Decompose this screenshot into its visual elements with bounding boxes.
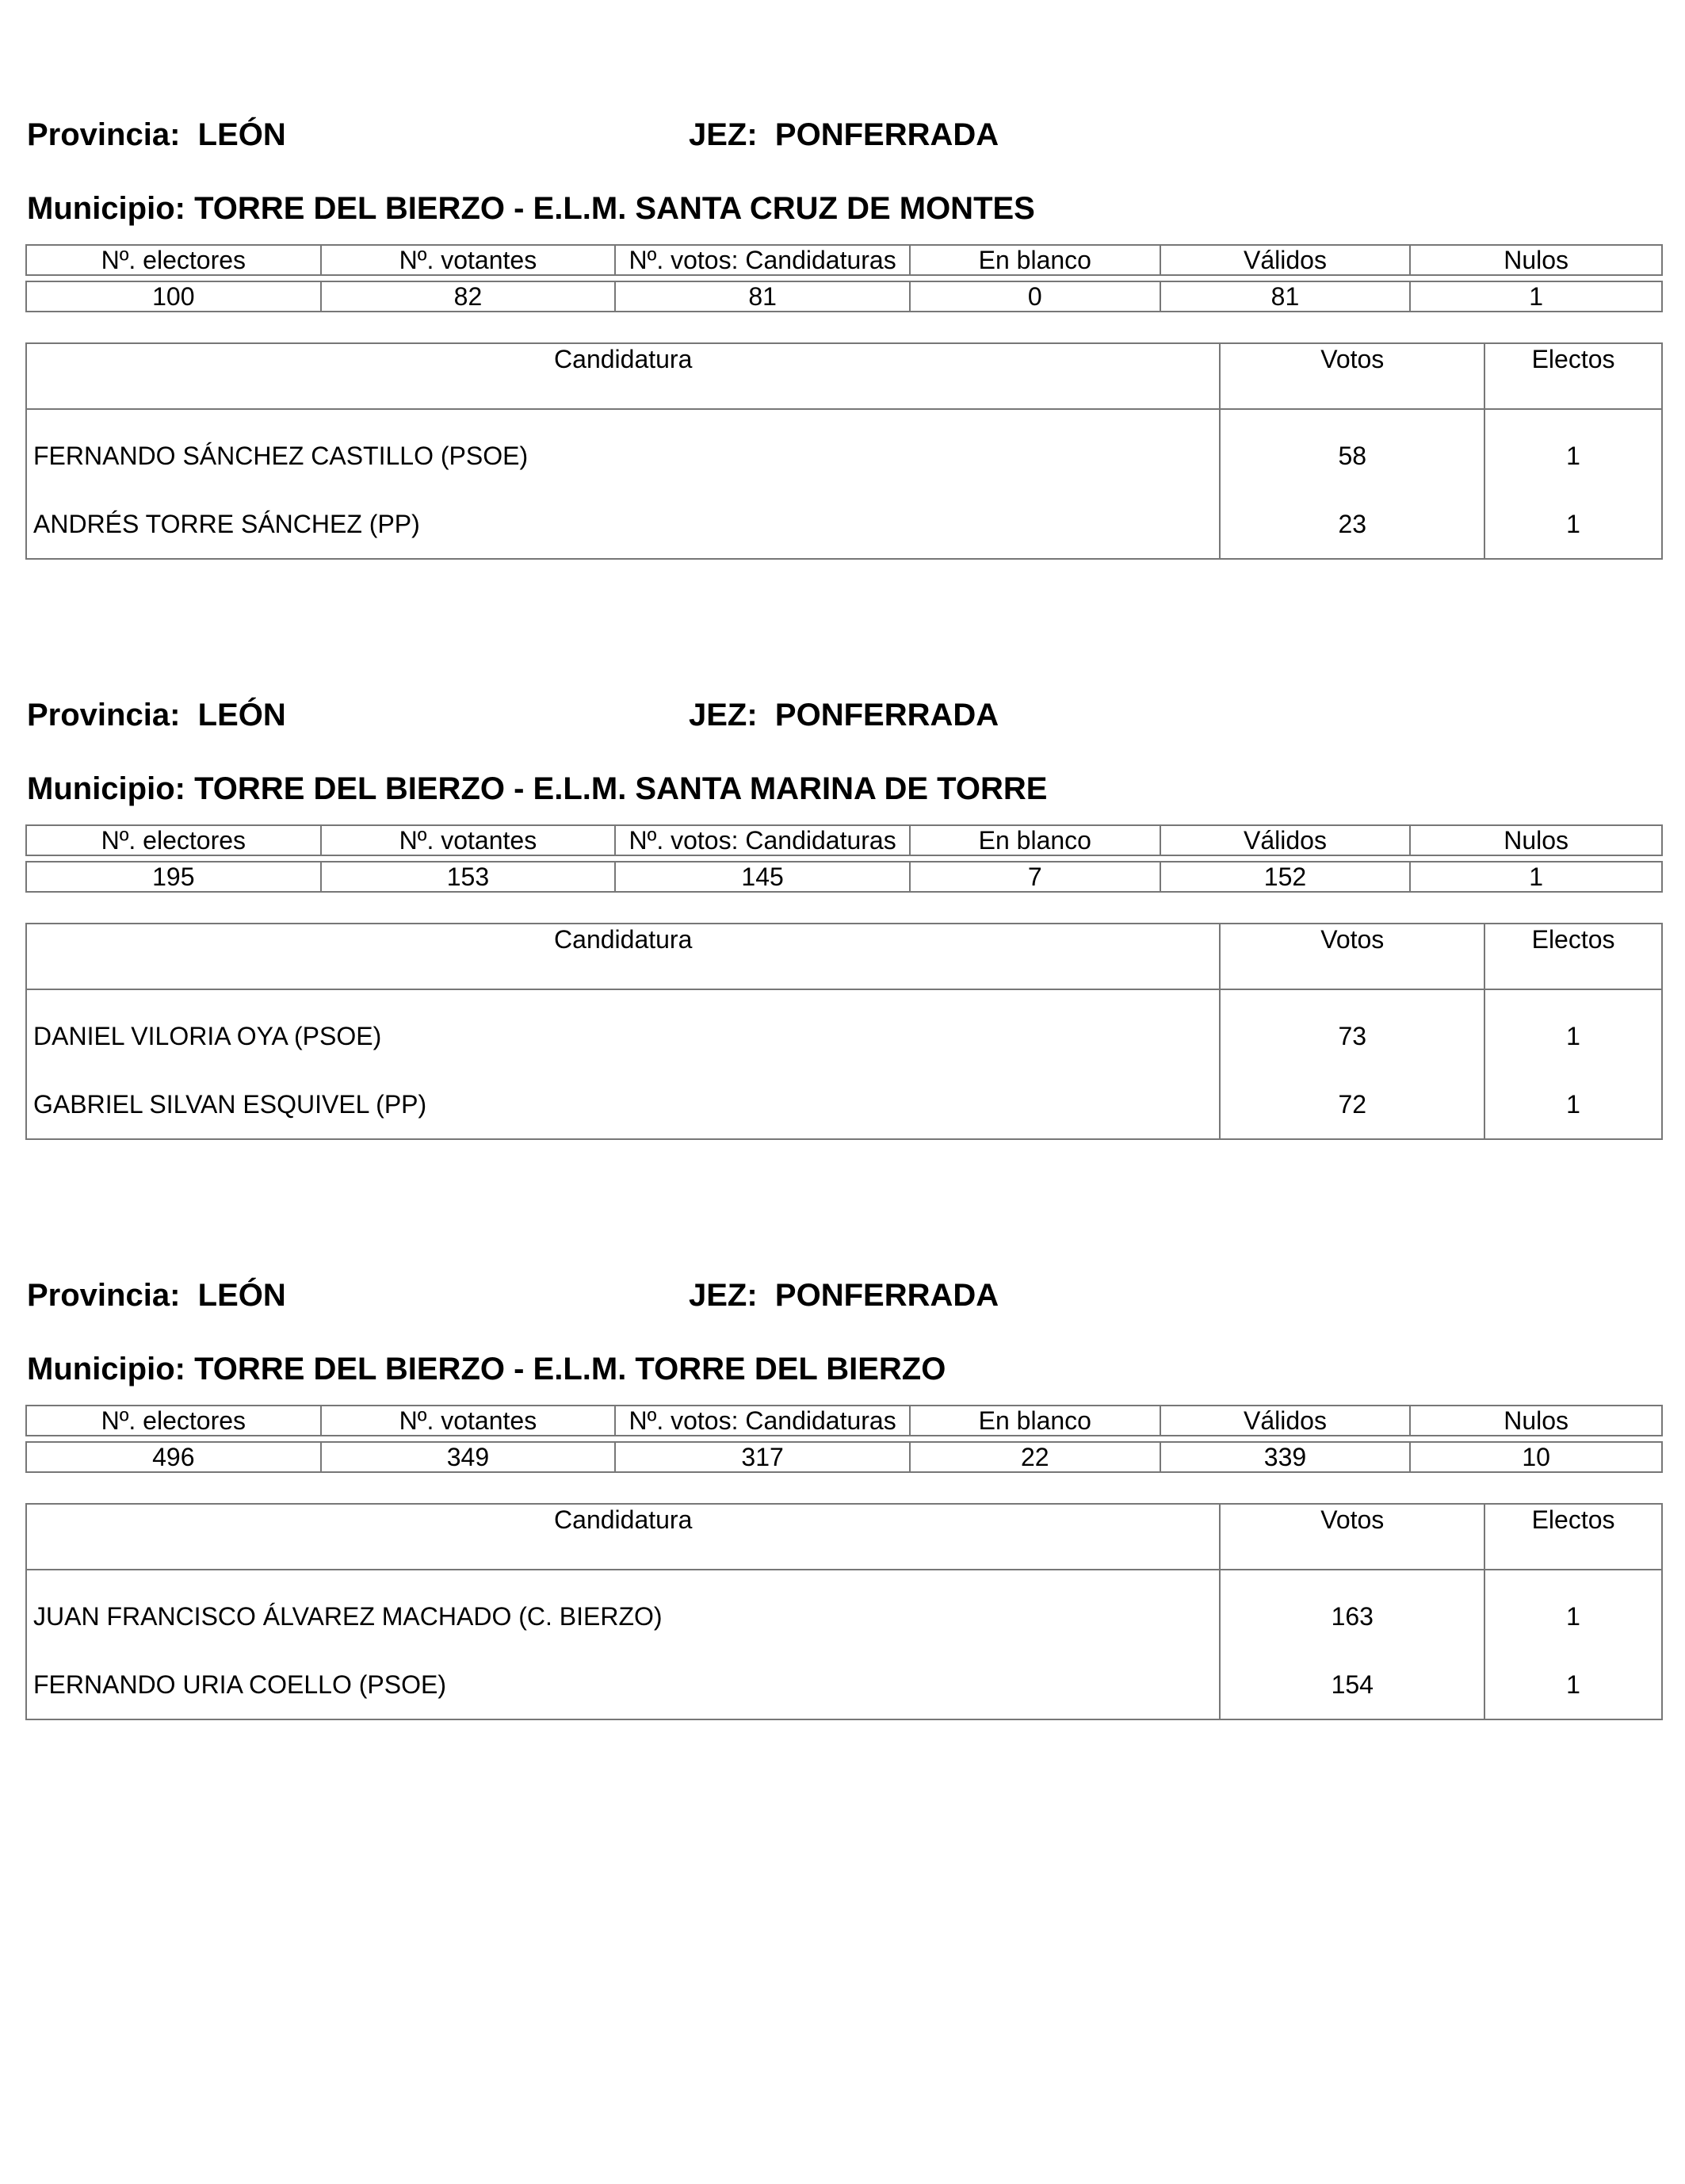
candidate-row [26, 1650, 1662, 1719]
stats-header: En blanco [910, 825, 1160, 855]
votos-header: Votos [1220, 1504, 1484, 1570]
stats-value-row [26, 862, 1662, 892]
results-section-1 [25, 111, 1663, 538]
candidate-row [26, 989, 1662, 1070]
stats-header: Válidos [1160, 245, 1411, 275]
candidate-votos: 58 [1220, 409, 1484, 490]
stats-value: 145 [615, 862, 910, 892]
header-line [25, 691, 1663, 739]
stats-value: 81 [1160, 281, 1411, 312]
stats-header-row [26, 825, 1662, 855]
stats-table [25, 1405, 1663, 1473]
stats-value-row [26, 1442, 1662, 1472]
stats-header: Nº. votos: Candidaturas [615, 245, 910, 275]
candidate-name: ANDRÉS TORRE SÁNCHEZ (PP) [26, 490, 1220, 559]
candidate-electos: 1 [1484, 1570, 1662, 1650]
jez-value: PONFERRADA [774, 698, 999, 732]
municipio-value: TORRE DEL BIERZO - E.L.M. SANTA CRUZ DE MONTES [194, 191, 1035, 226]
candidates-table [25, 1503, 1663, 1720]
candidate-name: DANIEL VILORIA OYA (PSOE) [26, 989, 1220, 1070]
stats-header: Nº. votantes [321, 825, 616, 855]
stats-value: 82 [321, 281, 616, 312]
stats-header: Nº. electores [26, 245, 321, 275]
candidate-votos: 73 [1220, 989, 1484, 1070]
jez-field: JEZ: PONFERRADA [689, 1278, 999, 1313]
candidate-name: GABRIEL SILVAN ESQUIVEL (PP) [26, 1070, 1220, 1139]
stats-value: 349 [321, 1442, 616, 1472]
candidate-votos: 23 [1220, 490, 1484, 559]
stats-header: En blanco [910, 245, 1160, 275]
jez-field: JEZ: PONFERRADA [689, 698, 999, 732]
provincia-value: LEÓN [197, 117, 286, 152]
stats-value: 317 [615, 1442, 910, 1472]
candidates-header-row [26, 343, 1662, 409]
provincia-field: Provincia: LEÓN [27, 698, 286, 732]
stats-header: Nº. votos: Candidaturas [615, 825, 910, 855]
candidate-electos: 1 [1484, 409, 1662, 490]
stats-value: 496 [26, 1442, 321, 1472]
jez-value: PONFERRADA [774, 117, 999, 152]
results-section-2 [25, 691, 1663, 1119]
candidate-electos: 1 [1484, 1650, 1662, 1719]
candidatura-header: Candidatura [26, 343, 1220, 409]
stats-header: Nulos [1410, 245, 1662, 275]
stats-value: 1 [1410, 281, 1662, 312]
candidate-name: FERNANDO SÁNCHEZ CASTILLO (PSOE) [26, 409, 1220, 490]
candidate-row [26, 1570, 1662, 1650]
electos-header: Electos [1484, 343, 1662, 409]
stats-value-row [26, 281, 1662, 312]
candidate-name: JUAN FRANCISCO ÁLVAREZ MACHADO (C. BIERZO) [26, 1570, 1220, 1650]
stats-header: Válidos [1160, 825, 1411, 855]
provincia-field: Provincia: LEÓN [27, 1278, 286, 1313]
provincia-value: LEÓN [197, 698, 286, 732]
stats-header-row [26, 1406, 1662, 1436]
candidate-electos: 1 [1484, 989, 1662, 1070]
stats-value: 100 [26, 281, 321, 312]
electos-header: Electos [1484, 924, 1662, 989]
stats-header: Nº. electores [26, 825, 321, 855]
municipio-value: TORRE DEL BIERZO - E.L.M. SANTA MARINA DE TORRE [194, 771, 1048, 806]
candidate-votos: 72 [1220, 1070, 1484, 1139]
votos-header: Votos [1220, 343, 1484, 409]
header-line [25, 1272, 1663, 1319]
votos-header: Votos [1220, 924, 1484, 989]
jez-field: JEZ: PONFERRADA [689, 117, 999, 152]
candidate-row [26, 1070, 1662, 1139]
municipio-title: Municipio: TORRE DEL BIERZO - E.L.M. SANTA MARINA DE TORRE [27, 771, 1048, 806]
stats-header: Válidos [1160, 1406, 1411, 1436]
stats-value: 153 [321, 862, 616, 892]
municipio-title: Municipio: TORRE DEL BIERZO - E.L.M. SANTA CRUZ DE MONTES [27, 191, 1035, 226]
provincia-value: LEÓN [197, 1278, 286, 1313]
candidatura-header: Candidatura [26, 924, 1220, 989]
stats-value: 152 [1160, 862, 1411, 892]
results-section-3 [25, 1272, 1663, 1699]
stats-header: Nº. electores [26, 1406, 321, 1436]
stats-header: Nulos [1410, 825, 1662, 855]
stats-header: En blanco [910, 1406, 1160, 1436]
stats-table [25, 244, 1663, 312]
candidate-row [26, 409, 1662, 490]
candidates-table [25, 342, 1663, 560]
candidates-table [25, 923, 1663, 1140]
provincia-field: Provincia: LEÓN [27, 117, 286, 152]
stats-header: Nº. votantes [321, 1406, 616, 1436]
candidate-name: FERNANDO URIA COELLO (PSOE) [26, 1650, 1220, 1719]
electos-header: Electos [1484, 1504, 1662, 1570]
stats-value: 1 [1410, 862, 1662, 892]
stats-header: Nº. votantes [321, 245, 616, 275]
stats-value: 0 [910, 281, 1160, 312]
candidate-electos: 1 [1484, 1070, 1662, 1139]
candidate-electos: 1 [1484, 490, 1662, 559]
stats-value: 339 [1160, 1442, 1411, 1472]
stats-value: 22 [910, 1442, 1160, 1472]
stats-header: Nº. votos: Candidaturas [615, 1406, 910, 1436]
stats-header: Nulos [1410, 1406, 1662, 1436]
stats-value: 195 [26, 862, 321, 892]
candidate-votos: 154 [1220, 1650, 1484, 1719]
jez-value: PONFERRADA [774, 1278, 999, 1313]
candidates-header-row [26, 924, 1662, 989]
municipio-value: TORRE DEL BIERZO - E.L.M. TORRE DEL BIERZO [194, 1352, 946, 1387]
stats-table [25, 824, 1663, 893]
stats-value: 10 [1410, 1442, 1662, 1472]
header-line [25, 111, 1663, 159]
candidate-votos: 163 [1220, 1570, 1484, 1650]
candidate-row [26, 490, 1662, 559]
stats-value: 7 [910, 862, 1160, 892]
municipio-title: Municipio: TORRE DEL BIERZO - E.L.M. TORRE DEL BIERZO [27, 1352, 946, 1387]
stats-header-row [26, 245, 1662, 275]
stats-value: 81 [615, 281, 910, 312]
candidatura-header: Candidatura [26, 1504, 1220, 1570]
candidates-header-row [26, 1504, 1662, 1570]
